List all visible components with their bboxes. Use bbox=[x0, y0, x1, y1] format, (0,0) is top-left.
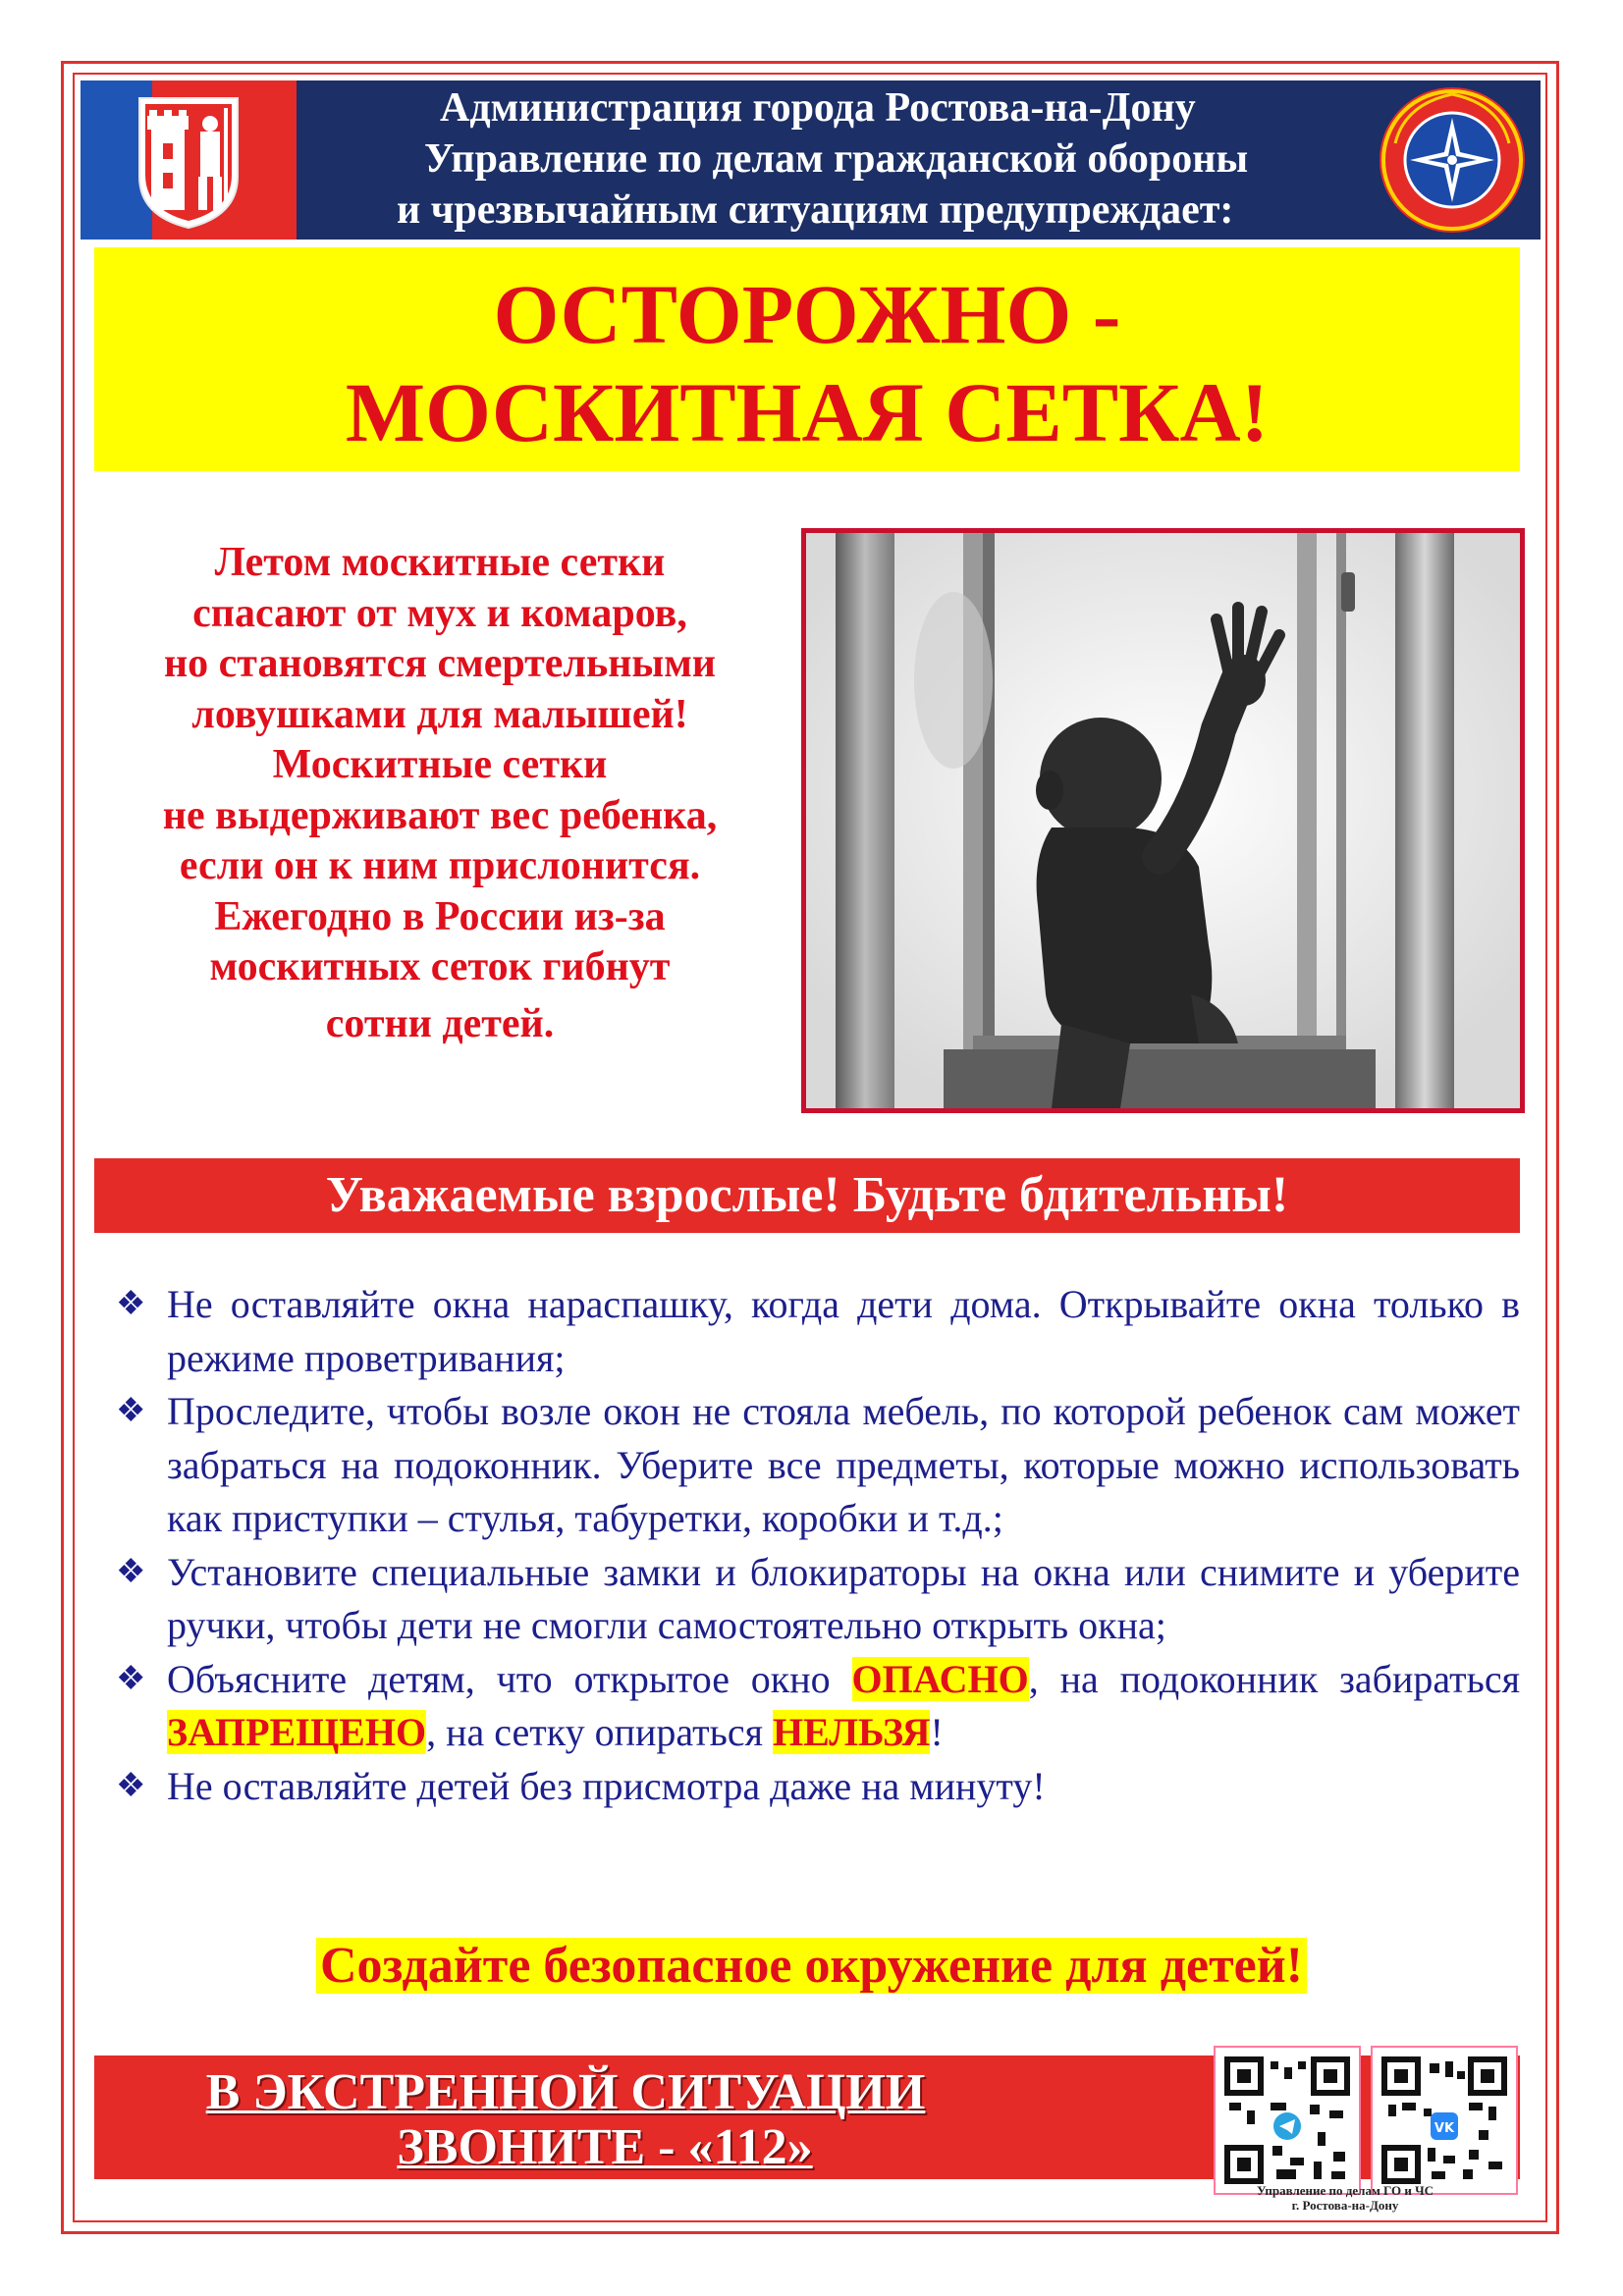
list-item bbox=[116, 1653, 1520, 1760]
intro-line: москитных сеток гибнут bbox=[209, 944, 671, 989]
intro-text bbox=[96, 538, 784, 1049]
intro-line: не выдерживают вес ребенка, bbox=[162, 792, 718, 838]
diamond-bullet-icon: ❖ bbox=[116, 1767, 146, 1804]
intro-line: Ежегодно в России из-за bbox=[214, 893, 666, 939]
intro-line: Летом москитные сетки bbox=[214, 540, 666, 585]
diamond-bullet-icon: ❖ bbox=[116, 1393, 146, 1429]
vigilance-banner: Уважаемые взрослые! Будьте бдительны! bbox=[94, 1158, 1520, 1233]
vk-qr-code[interactable] bbox=[1371, 2046, 1518, 2195]
qr-caption-line-1: Управление по делам ГО и ЧС bbox=[1256, 2183, 1434, 2198]
header-line-2: Управление по делам гражданской обороны bbox=[424, 136, 1249, 182]
qr-caption-line-2: г. Ростова-на-Дону bbox=[1291, 2198, 1399, 2213]
rostov-flag bbox=[81, 80, 297, 240]
intro-line: если он к ним прислонится. bbox=[179, 843, 701, 888]
tip-text: Установите специальные замки и блокираторы на окна или снимите и уберите ручки, чтобы дети не смогли самостоятельно открыть окна; bbox=[167, 1549, 1520, 1647]
warning-line-2: МОСКИТНАЯ СЕТКА! bbox=[345, 365, 1270, 459]
intro-line: спасают от мух и комаров, bbox=[192, 590, 687, 636]
safe-environment-text: Создайте безопасное окружение для детей! bbox=[316, 1938, 1307, 1994]
qr-caption bbox=[1178, 2183, 1512, 2213]
qr-code-icon bbox=[1373, 2048, 1516, 2193]
intro-line: сотни детей. bbox=[325, 1000, 555, 1046]
header-bar bbox=[81, 80, 1541, 240]
list-item bbox=[116, 1278, 1520, 1385]
emergency-footer bbox=[94, 2056, 1520, 2179]
highlight-dangerous: ОПАСНО bbox=[851, 1656, 1029, 1701]
header-line-1: Администрация города Ростова-на-Дону bbox=[440, 85, 1196, 131]
child-window-illustration bbox=[806, 533, 1520, 1108]
emergency-line-2: ЗВОНИТЕ - «112» bbox=[397, 2119, 813, 2175]
emergency-text bbox=[94, 2065, 1037, 2175]
qr-code-icon bbox=[1216, 2048, 1359, 2193]
intro-line: Москитные сетки bbox=[272, 742, 608, 787]
child-at-window-photo bbox=[801, 528, 1525, 1113]
warning-line-1: ОСТОРОЖНО - bbox=[493, 267, 1121, 361]
svg-text:VK: VK bbox=[1434, 2121, 1455, 2136]
intro-line: ловушками для малышей! bbox=[191, 691, 688, 737]
list-item bbox=[116, 1760, 1520, 1814]
tip-text: Не оставляйте детей без присмотра даже на минуту! bbox=[167, 1763, 1046, 1808]
tip-text: Не оставляйте окна нараспашку, когда дети дома. Открывайте окна только в режиме проветривания; bbox=[167, 1282, 1520, 1380]
safety-tips-list bbox=[116, 1278, 1520, 1813]
warning-title bbox=[94, 247, 1520, 471]
highlight-not-allowed: НЕЛЬЗЯ bbox=[772, 1710, 931, 1754]
list-item bbox=[116, 1546, 1520, 1653]
civil-defense-emblem-icon bbox=[1376, 84, 1529, 236]
tip-text: Объясните детям, что открытое окно ОПАСНО, на подоконник забираться ЗАПРЕЩЕНО, на сетку опираться НЕЛЬЗЯ! bbox=[167, 1656, 1520, 1754]
diamond-bullet-icon: ❖ bbox=[116, 1660, 146, 1697]
list-item bbox=[116, 1385, 1520, 1546]
header-text bbox=[306, 82, 1406, 236]
intro-line: но становятся смертельными bbox=[163, 641, 717, 686]
emergency-line-1: В ЭКСТРЕННОЙ СИТУАЦИИ bbox=[205, 2064, 926, 2120]
highlight-forbidden: ЗАПРЕЩЕНО bbox=[167, 1710, 427, 1754]
diamond-bullet-icon: ❖ bbox=[116, 1553, 146, 1590]
telegram-qr-code[interactable] bbox=[1214, 2046, 1361, 2195]
safe-environment-callout bbox=[0, 1934, 1623, 1999]
header-line-3: и чрезвычайным ситуациям предупреждает: bbox=[397, 187, 1234, 233]
rostov-coat-of-arms-icon bbox=[130, 88, 247, 232]
diamond-bullet-icon: ❖ bbox=[116, 1286, 146, 1322]
tip-text: Проследите, чтобы возле окон не стояла мебель, по которой ребенок сам может забраться на подоконник. Уберите все предметы, которые можно использовать как приступки – стулья, табуретки, коробки и т.д.; bbox=[167, 1389, 1520, 1540]
